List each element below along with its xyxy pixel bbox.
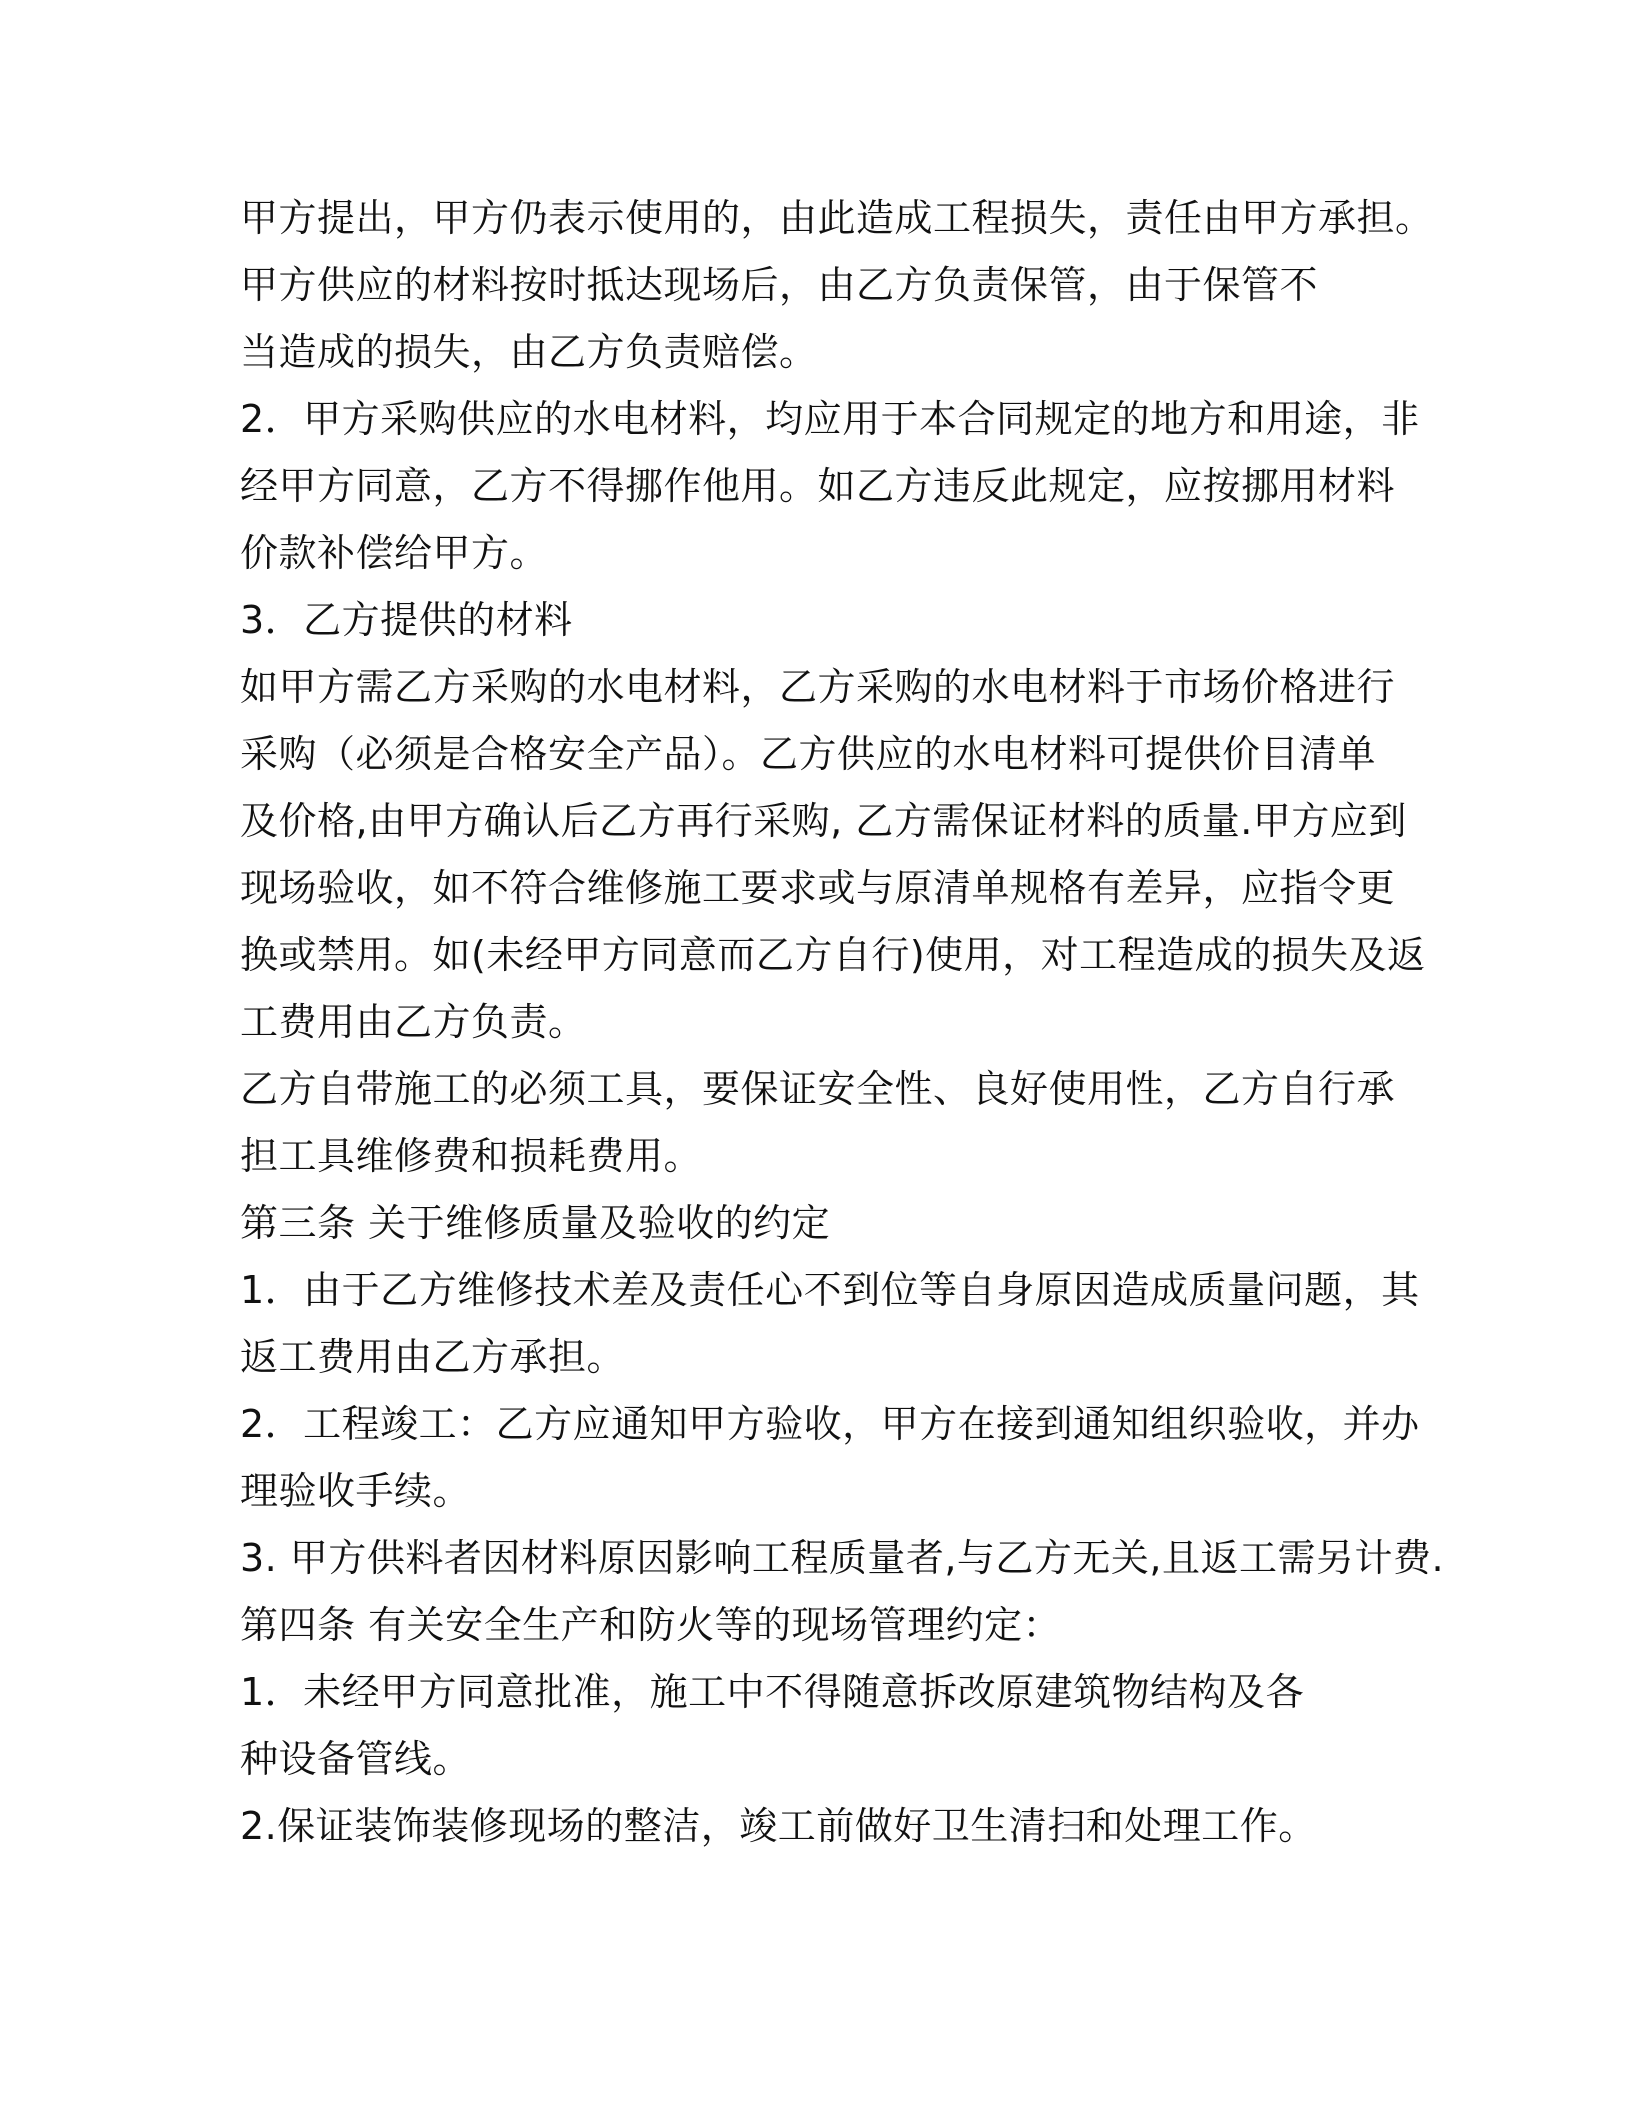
text-line: 2.保证装饰装修现场的整洁，竣工前做好卫生清扫和处理工作。 <box>240 1804 1317 1848</box>
text-line: 理验收手续。 <box>240 1469 472 1513</box>
text-line: 返工费用由乙方承担。 <box>240 1335 626 1379</box>
text-line: 3．乙方提供的材料 <box>240 598 573 642</box>
text-line: 现场验收，如不符合维修施工要求或与原清单规格有差异，应指令更 <box>240 866 1396 910</box>
text-line: 3. 甲方供料者因材料原因影响工程质量者,与乙方无关,且返工需另计费. <box>240 1536 1445 1580</box>
text-line: 当造成的损失，由乙方负责赔偿。 <box>240 330 818 374</box>
text-line: 1．未经甲方同意批准，施工中不得随意拆改原建筑物结构及各 <box>240 1670 1305 1714</box>
text-line: 2．工程竣工：乙方应通知甲方验收，甲方在接到通知组织验收，并办 <box>240 1402 1420 1446</box>
text-line: 如甲方需乙方采购的水电材料，乙方采购的水电材料于市场价格进行 <box>240 665 1396 709</box>
text-line: 及价格,由甲方确认后乙方再行采购, 乙方需保证材料的质量.甲方应到 <box>240 799 1407 843</box>
text-line: 采购（必须是合格安全产品）。乙方供应的水电材料可提供价目清单 <box>240 732 1377 776</box>
text-line: 换或禁用。如(未经甲方同意而乙方自行)使用，对工程造成的损失及返 <box>240 933 1426 977</box>
text-line: 价款补偿给甲方。 <box>240 531 549 575</box>
text-line: 甲方提出，甲方仍表示使用的，由此造成工程损失，责任由甲方承担。 <box>240 196 1434 240</box>
text-line: 工费用由乙方负责。 <box>240 1000 587 1044</box>
text-line: 1．由于乙方维修技术差及责任心不到位等自身原因造成质量问题，其 <box>240 1268 1420 1312</box>
text-line: 经甲方同意，乙方不得挪作他用。如乙方违反此规定，应按挪用材料 <box>240 464 1396 508</box>
section-heading: 第三条 关于维修质量及验收的约定 <box>240 1201 831 1245</box>
text-line: 乙方自带施工的必须工具，要保证安全性、良好使用性，乙方自行承 <box>240 1067 1396 1111</box>
section-heading: 第四条 有关安全生产和防火等的现场管理约定： <box>240 1603 1062 1647</box>
text-line: 种设备管线。 <box>240 1737 472 1781</box>
text-line: 担工具维修费和损耗费用。 <box>240 1134 703 1178</box>
text-line: 甲方供应的材料按时抵达现场后，由乙方负责保管，由于保管不 <box>240 263 1319 307</box>
text-line: 2．甲方采购供应的水电材料，均应用于本合同规定的地方和用途，非 <box>240 397 1420 441</box>
